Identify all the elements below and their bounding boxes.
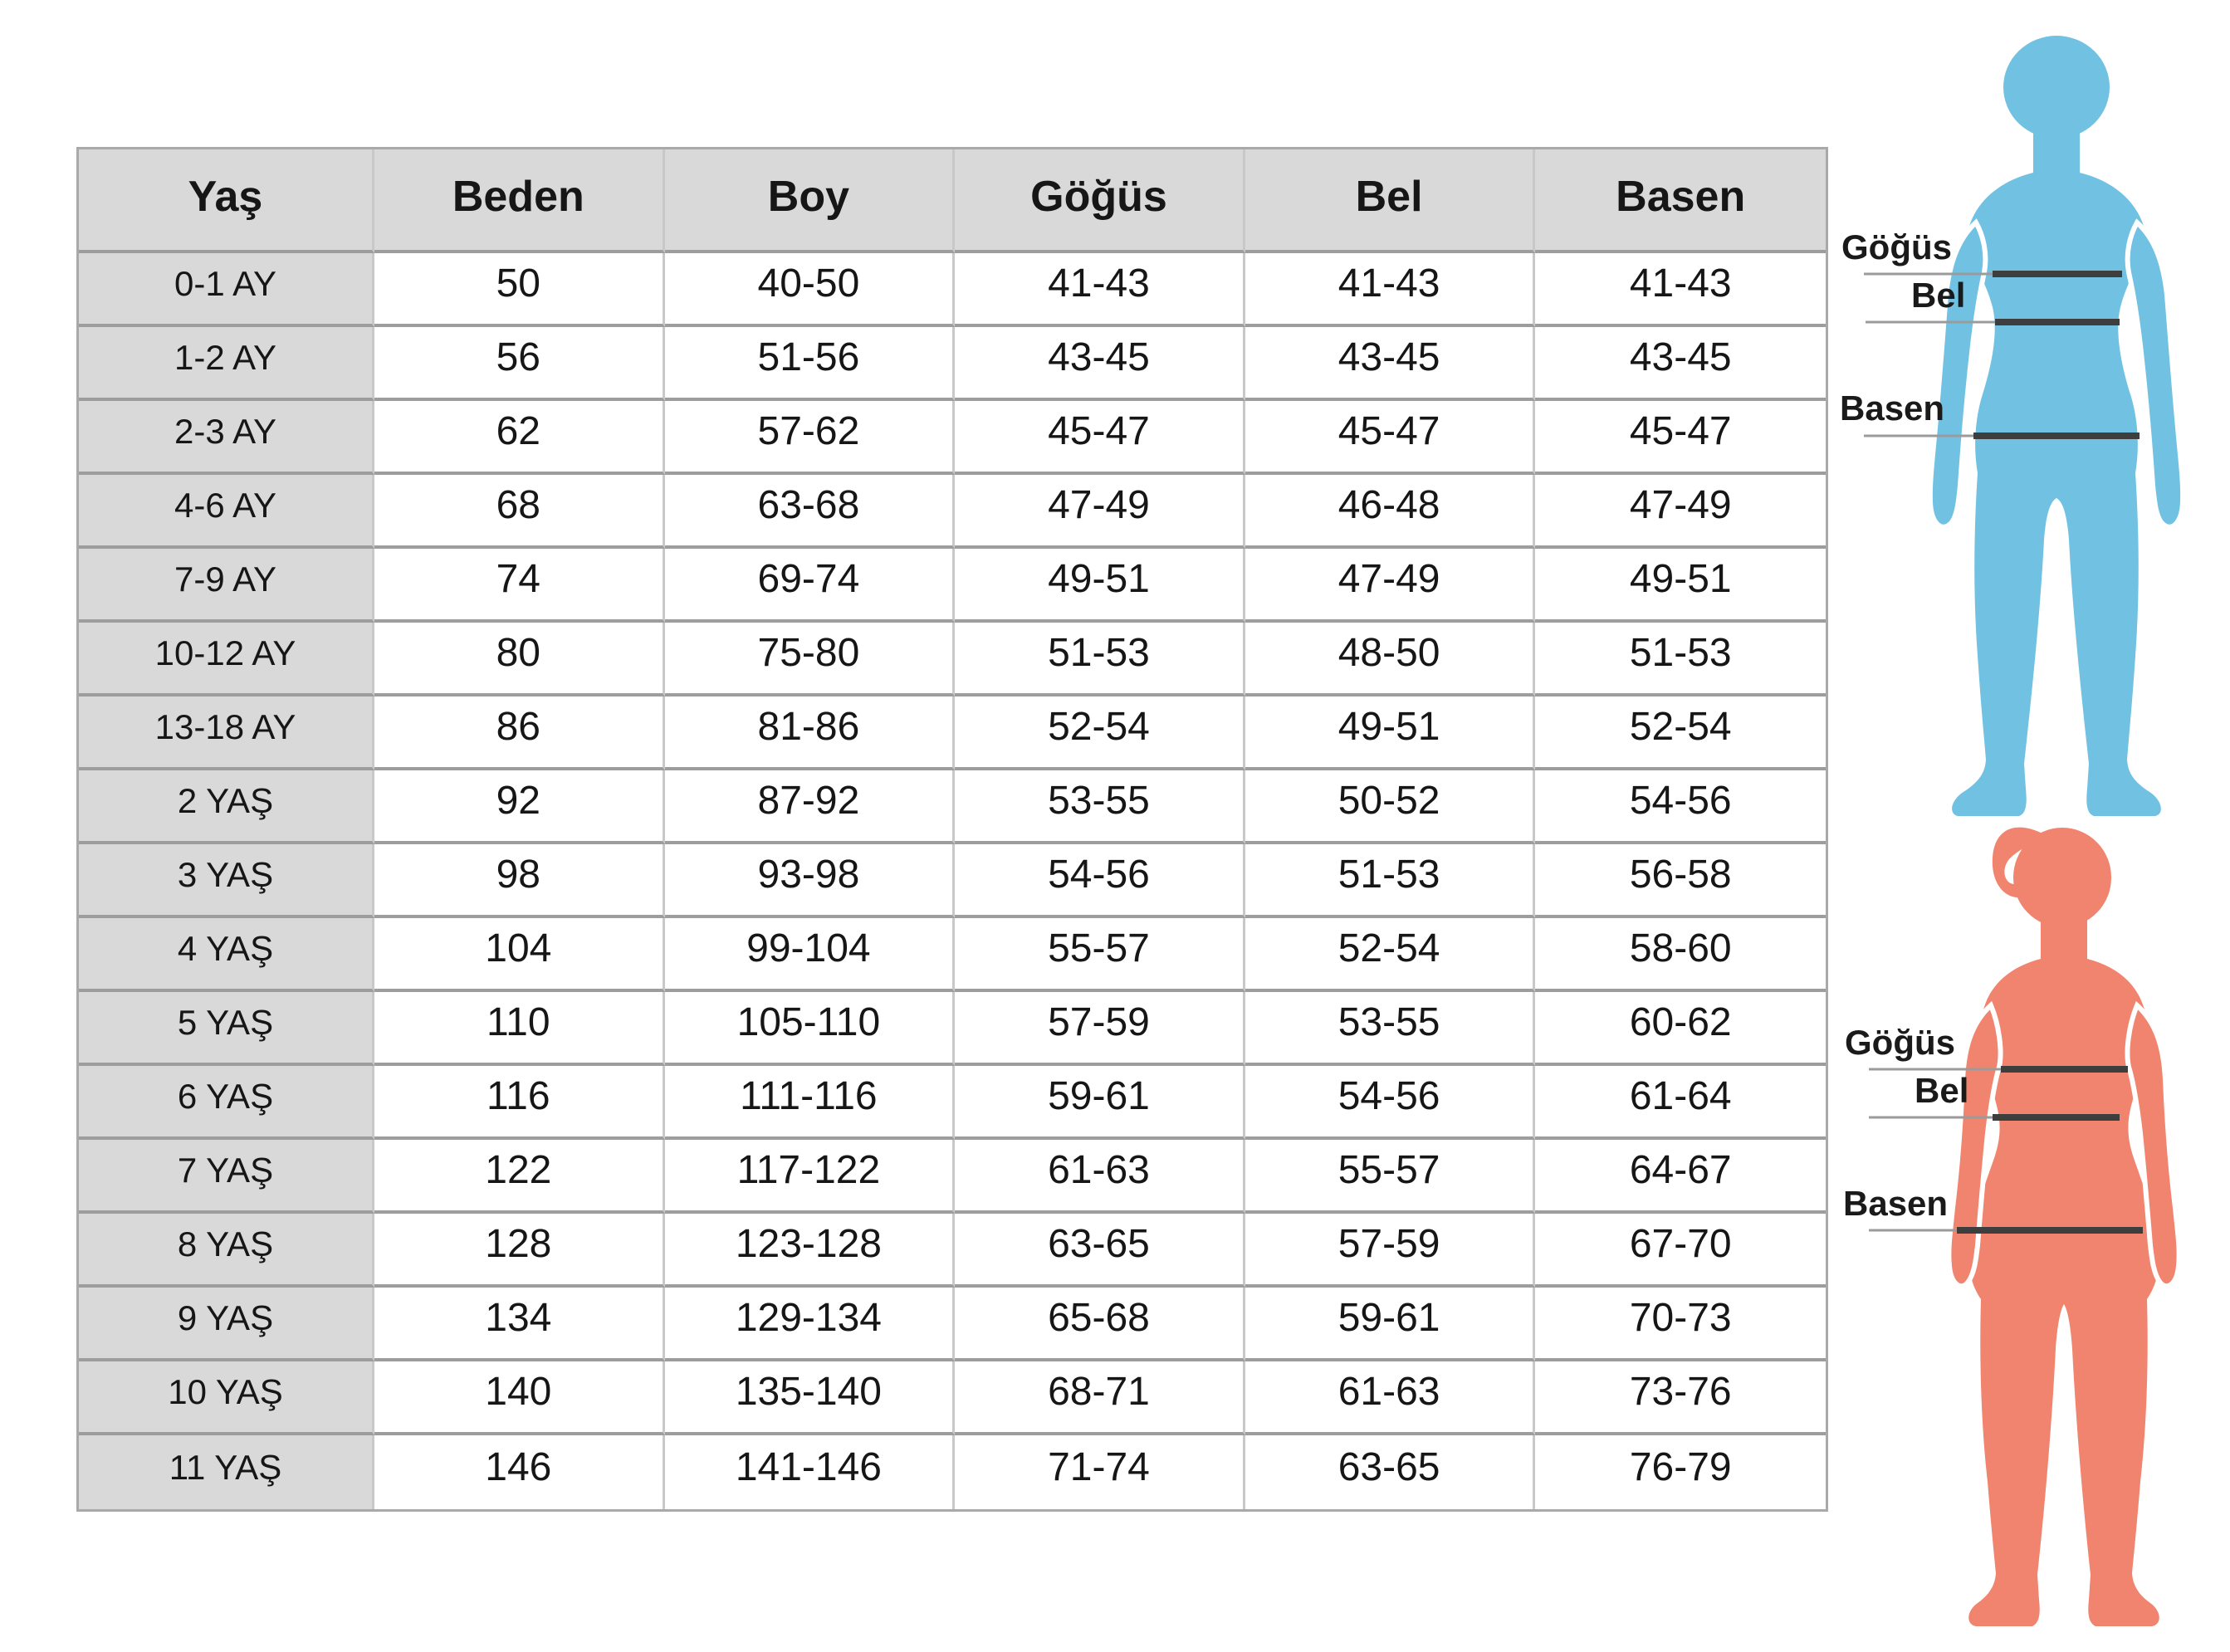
value-cell: 45-47 [1245,401,1536,475]
age-cell: 4 YAŞ [79,918,374,992]
age-cell: 8 YAŞ [79,1214,374,1288]
value-cell: 53-55 [955,770,1245,844]
value-cell: 53-55 [1245,992,1536,1066]
age-cell: 11 YAŞ [79,1435,374,1509]
value-cell: 98 [374,844,665,918]
value-cell: 68-71 [955,1361,1245,1435]
value-cell: 141-146 [665,1435,956,1509]
value-cell: 41-43 [1245,253,1536,327]
age-cell: 5 YAŞ [79,992,374,1066]
girl-waist-label: Bel [1915,1071,1969,1110]
value-cell: 43-45 [1535,327,1826,401]
value-cell: 43-45 [955,327,1245,401]
value-cell: 55-57 [955,918,1245,992]
value-cell: 51-53 [1535,623,1826,696]
girl-silhouette-icon [1838,818,2230,1648]
value-cell: 123-128 [665,1214,956,1288]
value-cell: 49-51 [1245,696,1536,770]
value-cell: 54-56 [955,844,1245,918]
age-cell: 10-12 AY [79,623,374,696]
age-cell: 2 YAŞ [79,770,374,844]
value-cell: 116 [374,1066,665,1140]
header-cell-0: Yaş [79,149,374,253]
value-cell: 47-49 [1535,475,1826,549]
value-cell: 45-47 [1535,401,1826,475]
size-table [76,147,1828,1512]
boy-waist-label: Bel [1911,276,1966,315]
value-cell: 48-50 [1245,623,1536,696]
age-cell: 3 YAŞ [79,844,374,918]
figure-girl [1838,818,2230,1648]
value-cell: 61-63 [1245,1361,1536,1435]
header-cell-5: Basen [1535,149,1826,253]
header-cell-4: Bel [1245,149,1536,253]
value-cell: 129-134 [665,1288,956,1361]
header-cell-2: Boy [665,149,956,253]
value-cell: 46-48 [1245,475,1536,549]
boy-hip-label: Basen [1840,389,1945,428]
value-cell: 63-65 [955,1214,1245,1288]
value-cell: 60-62 [1535,992,1826,1066]
value-cell: 74 [374,549,665,623]
boy-body [1952,123,2161,816]
value-cell: 70-73 [1535,1288,1826,1361]
value-cell: 57-59 [955,992,1245,1066]
value-cell: 45-47 [955,401,1245,475]
girl-head [2013,828,2111,927]
value-cell: 146 [374,1435,665,1509]
value-cell: 59-61 [955,1066,1245,1140]
age-cell: 2-3 AY [79,401,374,475]
age-cell: 4-6 AY [79,475,374,549]
value-cell: 55-57 [1245,1140,1536,1214]
boy-chest-label: Göğüs [1841,227,1952,266]
value-cell: 51-53 [1245,844,1536,918]
value-cell: 110 [374,992,665,1066]
girl-chest-label: Göğüs [1845,1023,1955,1062]
value-cell: 47-49 [1245,549,1536,623]
value-cell: 63-68 [665,475,956,549]
age-cell: 7 YAŞ [79,1140,374,1214]
header-cell-1: Beden [374,149,665,253]
value-cell: 86 [374,696,665,770]
value-cell: 41-43 [955,253,1245,327]
value-cell: 52-54 [1535,696,1826,770]
value-cell: 62 [374,401,665,475]
value-cell: 140 [374,1361,665,1435]
value-cell: 43-45 [1245,327,1536,401]
value-cell: 49-51 [1535,549,1826,623]
value-cell: 41-43 [1535,253,1826,327]
value-cell: 57-59 [1245,1214,1536,1288]
value-cell: 61-63 [955,1140,1245,1214]
value-cell: 50-52 [1245,770,1536,844]
value-cell: 128 [374,1214,665,1288]
value-cell: 81-86 [665,696,956,770]
value-cell: 54-56 [1535,770,1826,844]
value-cell: 69-74 [665,549,956,623]
value-cell: 49-51 [955,549,1245,623]
value-cell: 99-104 [665,918,956,992]
value-cell: 50 [374,253,665,327]
value-cell: 67-70 [1535,1214,1826,1288]
age-cell: 0-1 AY [79,253,374,327]
value-cell: 75-80 [665,623,956,696]
girl-hip-label: Basen [1843,1184,1949,1223]
value-cell: 56 [374,327,665,401]
value-cell: 52-54 [1245,918,1536,992]
value-cell: 57-62 [665,401,956,475]
value-cell: 73-76 [1535,1361,1826,1435]
figure-boy [1835,25,2230,826]
value-cell: 54-56 [1245,1066,1536,1140]
value-cell: 65-68 [955,1288,1245,1361]
age-cell: 13-18 AY [79,696,374,770]
value-cell: 87-92 [665,770,956,844]
value-cell: 68 [374,475,665,549]
value-cell: 51-53 [955,623,1245,696]
value-cell: 80 [374,623,665,696]
value-cell: 40-50 [665,253,956,327]
value-cell: 76-79 [1535,1435,1826,1509]
value-cell: 59-61 [1245,1288,1536,1361]
value-cell: 52-54 [955,696,1245,770]
value-cell: 92 [374,770,665,844]
value-cell: 63-65 [1245,1435,1536,1509]
age-cell: 9 YAŞ [79,1288,374,1361]
value-cell: 122 [374,1140,665,1214]
value-cell: 47-49 [955,475,1245,549]
value-cell: 117-122 [665,1140,956,1214]
value-cell: 134 [374,1288,665,1361]
value-cell: 56-58 [1535,844,1826,918]
age-cell: 10 YAŞ [79,1361,374,1435]
value-cell: 71-74 [955,1435,1245,1509]
value-cell: 111-116 [665,1066,956,1140]
age-cell: 6 YAŞ [79,1066,374,1140]
value-cell: 61-64 [1535,1066,1826,1140]
value-cell: 104 [374,918,665,992]
value-cell: 58-60 [1535,918,1826,992]
value-cell: 93-98 [665,844,956,918]
age-cell: 7-9 AY [79,549,374,623]
value-cell: 51-56 [665,327,956,401]
value-cell: 64-67 [1535,1140,1826,1214]
age-cell: 1-2 AY [79,327,374,401]
value-cell: 135-140 [665,1361,956,1435]
value-cell: 105-110 [665,992,956,1066]
header-cell-3: Göğüs [955,149,1245,253]
